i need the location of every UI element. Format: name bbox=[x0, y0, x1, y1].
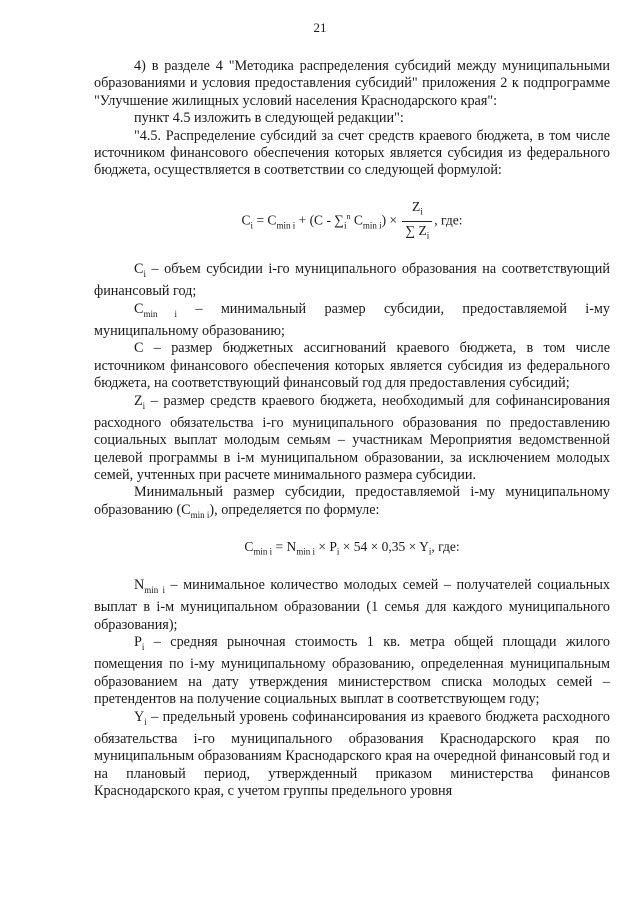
formula-term: , где: bbox=[431, 539, 460, 555]
symbol: P bbox=[134, 634, 142, 651]
definition-yi bbox=[94, 709, 610, 801]
formula-sup: n bbox=[346, 212, 351, 222]
page-number: 21 bbox=[313, 20, 327, 35]
formula-term: + (C - ∑ bbox=[295, 212, 344, 228]
definition-c: C – размер бюджетных ассигнований краевого бюджета, в том числе источником финансового обеспечения которых является субсидия из федерального бюджета, на соответствующий финансовый год для предоставления субсидий; bbox=[94, 340, 610, 392]
formula-term: C bbox=[350, 212, 363, 228]
text: ), определяется по формуле: bbox=[209, 501, 380, 518]
formula-sub: min i bbox=[253, 546, 273, 557]
formula-sub: i bbox=[428, 546, 432, 557]
paragraph-4-5-text: "4.5. Распределение субсидий за счет средств краевого бюджета, в том числе источником финансового обеспечения которых является субсидия из федерального бюджета, осуществляется в соответствии со следующей формулой: bbox=[94, 127, 610, 179]
definition-text: – предельный уровень софинансирования из краевого бюджета расходного обязательства i-го муниципального образования Краснодарского края по муниципальным образованиям Краснодарского края на очередной финансовый год и на плановый период, утвержденный приказом министерства финансов Краснодарского края, с учетом группы предельного уровня bbox=[94, 708, 610, 800]
paragraph-min-subsidy bbox=[94, 484, 610, 524]
formula-term: , где: bbox=[434, 212, 463, 228]
symbol-sub: min i bbox=[143, 308, 178, 319]
formula-subsidy-distribution: $C_i = C_{min i} + (C - \sum_i^n$ $C_{min i}$) × $\frac{Z_i}{\sum Z_i}$ , где: bbox=[94, 198, 610, 245]
symbol: Y bbox=[134, 708, 145, 725]
definition-text: – объем субсидии i-го муниципального образования на соответствующий финансовый год; bbox=[94, 261, 610, 300]
formula-sub: i bbox=[336, 546, 340, 557]
text: Минимальный размер субсидии, предоставляемой i-му муниципальному образованию (C bbox=[94, 484, 610, 518]
formula-sub: min i bbox=[276, 220, 296, 231]
definition-text: – размер средств краевого бюджета, необходимый для софинансирования расходного обязательства i-го муниципального образования по предоставлению социальных выплат молодым семьям – участникам Мероприятия ведомственной целевой программы в i-м муниципальном образовании, за исключением молодых семей, учтенных при расчете минимального размера субсидии. bbox=[94, 392, 610, 483]
fraction-denominator: ∑ Z bbox=[405, 222, 427, 238]
symbol: N bbox=[134, 577, 145, 594]
definition-text: – минимальное количество молодых семей – получателей социальных выплат в i-м муниципальном образовании (1 семья для каждого муниципального образования); bbox=[94, 577, 610, 633]
definition-text: – минимальный размер субсидии, предоставляемой i-му муниципальному образованию; bbox=[94, 300, 610, 339]
formula-term: ) × bbox=[381, 212, 401, 228]
formula-term: C bbox=[241, 212, 251, 228]
formula-sub: i bbox=[343, 220, 347, 231]
symbol-sub: i bbox=[141, 642, 145, 652]
definition-zi bbox=[94, 393, 610, 485]
formula-min-subsidy bbox=[94, 538, 610, 561]
symbol-sub: min i bbox=[144, 584, 165, 595]
definition-text: – средняя рыночная стоимость 1 кв. метра общей площади жилого помещения по i-му муниципальному образованию, определенная муниципальным образованием на дату утверждения министерством списка молодых семей – претендентов на получение социальных выплат в соответствующем году; bbox=[94, 634, 610, 708]
symbol-sub: min i bbox=[190, 509, 210, 520]
formula-term: C bbox=[244, 539, 254, 555]
symbol: C bbox=[134, 300, 144, 317]
fraction-numerator: Z bbox=[411, 198, 421, 214]
formula-term: = C bbox=[253, 212, 277, 228]
formula-term: = N bbox=[272, 539, 297, 555]
formula-term: × 54 × 0,35 × Y bbox=[339, 539, 429, 555]
paragraph-item-4-5: пункт 4.5 изложить в следующей редакции": bbox=[134, 110, 404, 127]
formula-fraction: $\frac{Z_i}{\sum Z_i}$ bbox=[402, 198, 432, 245]
definition-cmin bbox=[94, 301, 610, 341]
document-body bbox=[94, 58, 610, 800]
symbol: C bbox=[134, 261, 144, 278]
symbol-sub: i bbox=[142, 400, 146, 411]
formula-term: × P bbox=[315, 539, 337, 555]
paragraph-section-4: 4) в разделе 4 "Методика распределения субсидий между муниципальными образованиями и условия предоставления субсидий" приложения 2 к подпрограмме "Улучшение жилищных условий населения Краснодарского края": bbox=[94, 58, 610, 109]
symbol-sub: i bbox=[144, 716, 147, 727]
definition-ci: $C_i$ – объем субсидии i-го муниципального образования на соответствующий финансовый год; bbox=[94, 261, 610, 300]
definition-nmin bbox=[94, 577, 610, 634]
definition-pi bbox=[94, 634, 610, 708]
symbol: Z bbox=[134, 392, 143, 409]
formula-sub: min i bbox=[296, 546, 316, 557]
